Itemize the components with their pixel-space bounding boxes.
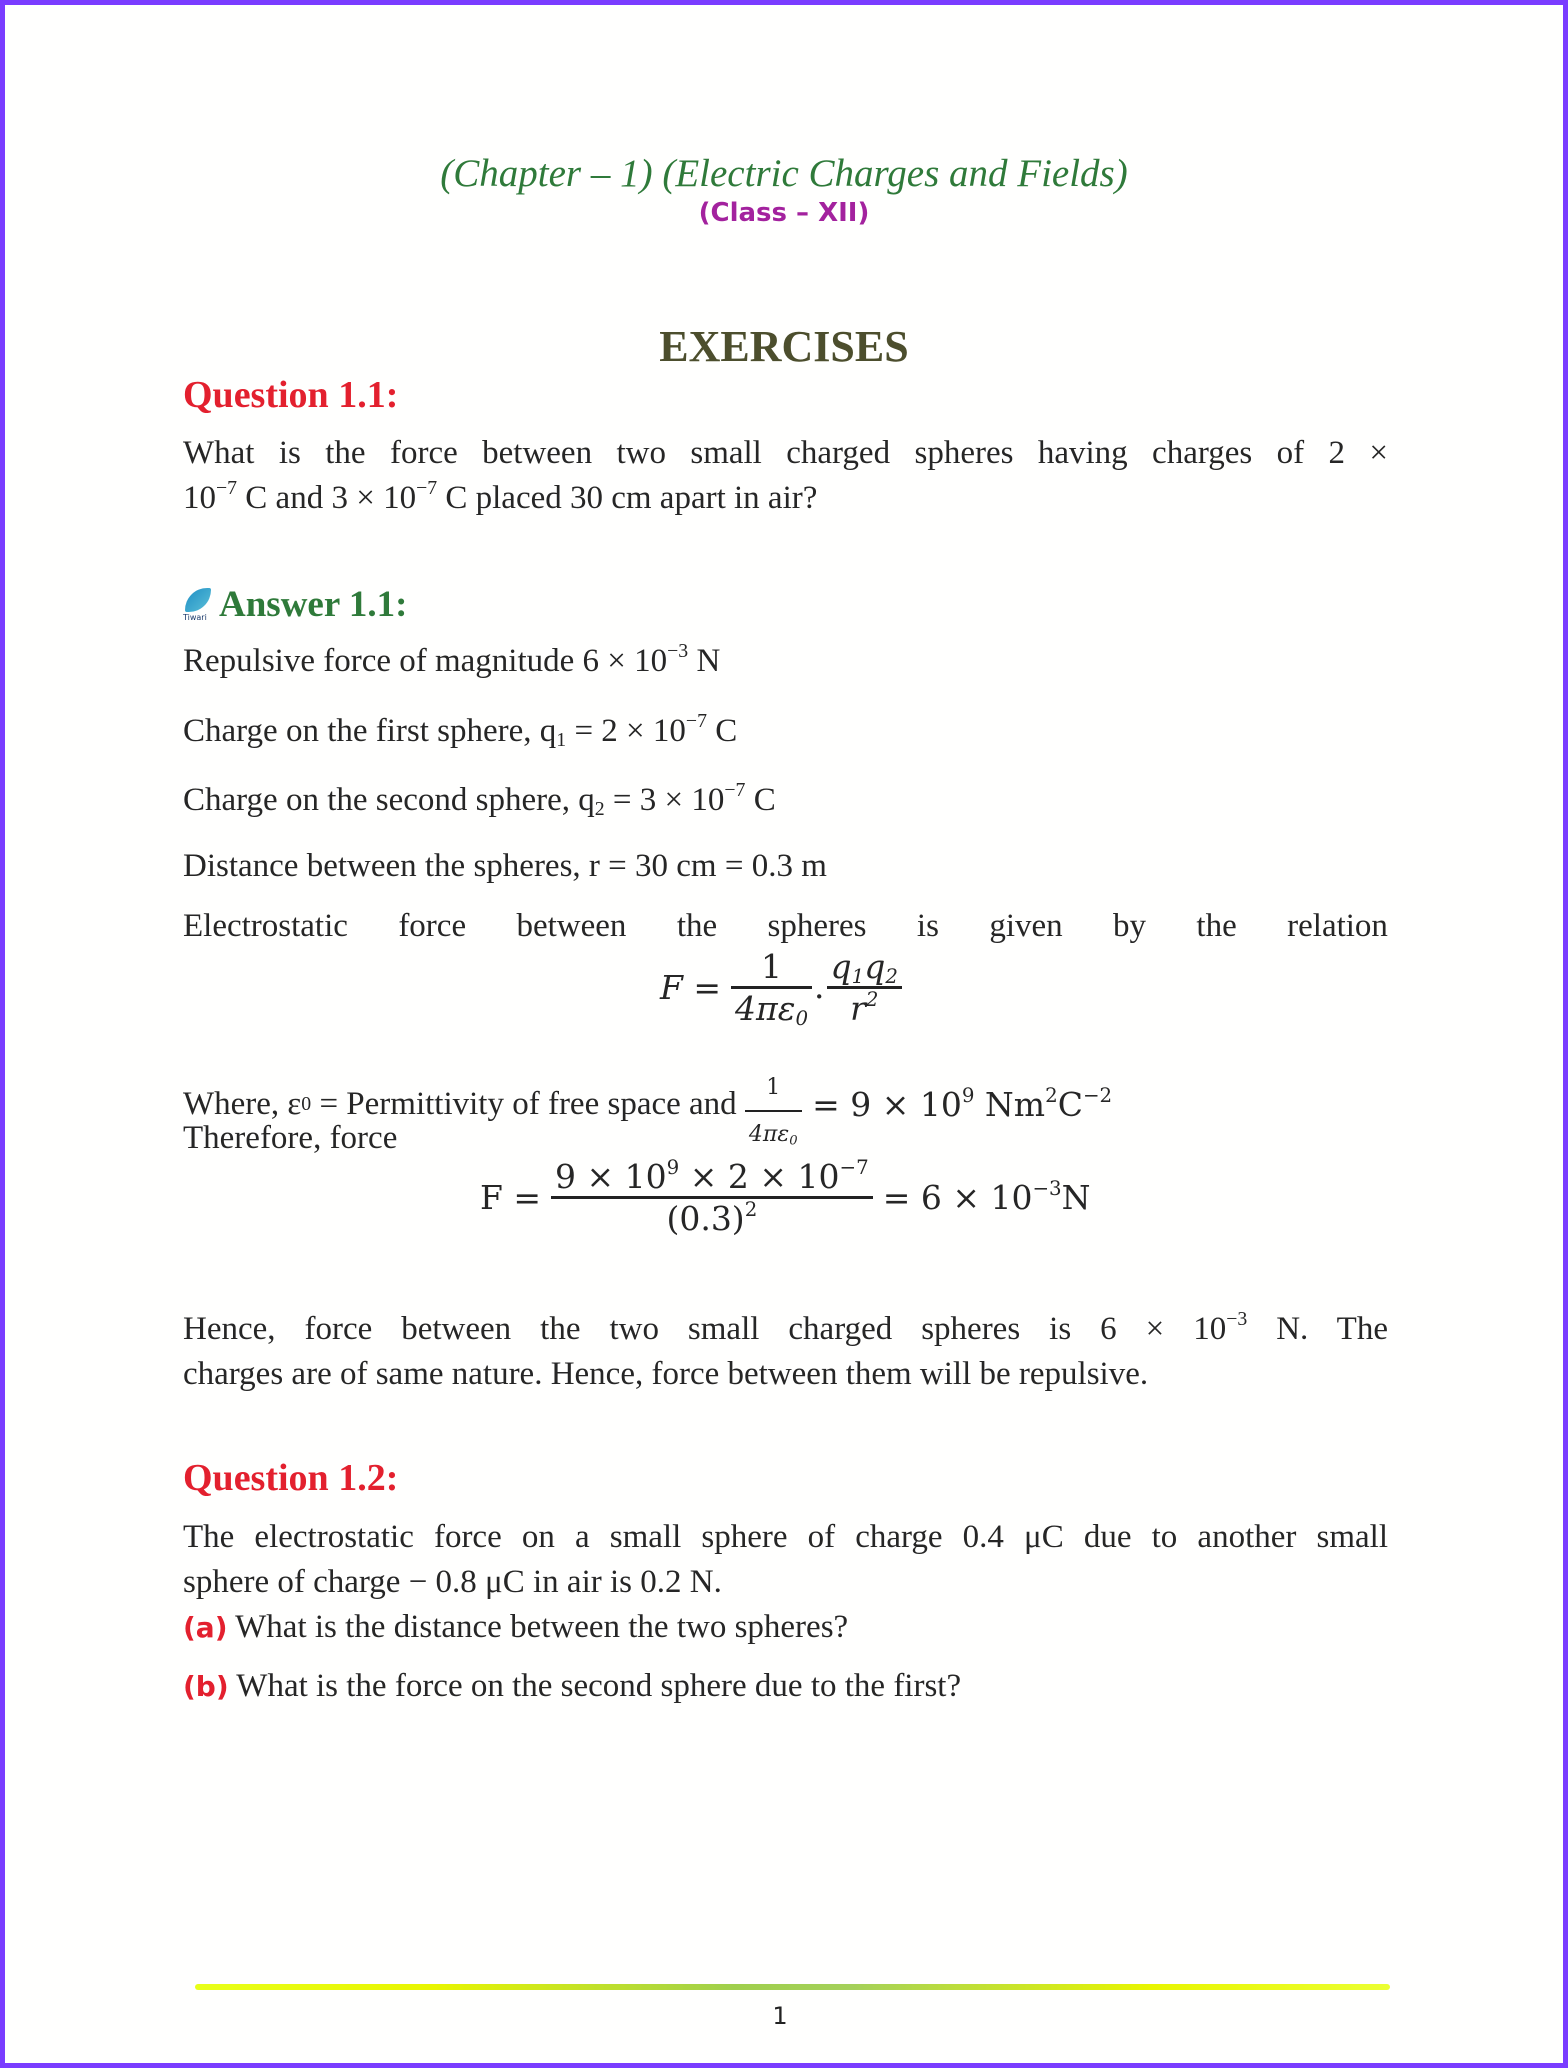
document-page	[5, 5, 1563, 2063]
chapter-title: (Chapter – 1) (Electric Charges and Fields)	[440, 152, 1128, 195]
question-1-2-heading: Question 1.2:	[183, 1457, 399, 1499]
question-1-2-line1: The electrostatic force on a small sphere of charge 0.4 μC due to another small	[183, 1519, 1388, 1555]
answer-line-permittivity: Where, ε 0 = Permittivity of free space and $\frac{1}{4\pi\varepsilon_0}$ = $9 \times 10^9$ $Nm^2C^{-2}$	[183, 1075, 1113, 1149]
question-1-2-text	[183, 1515, 1388, 1605]
answer-line-relation: Electrostatic force between the spheres is given by the relation	[183, 908, 1388, 944]
part-a-label: (a)	[183, 1611, 228, 1644]
answer-heading-text: Answer 1.1:	[219, 584, 408, 625]
answer-line-force: Repulsive force of magnitude $6 \times 10^{-3}$ N	[183, 640, 721, 679]
answer-line-charge-2: Charge on the second sphere, $q_2 = 3 \times 10^{-7}$ C	[183, 779, 776, 820]
conclusion-line2: charges are of same nature. Hence, force between them will be repulsive.	[183, 1356, 1149, 1392]
class-label: (Class – XII)	[698, 198, 870, 228]
answer-1-1-heading	[183, 583, 407, 626]
question-1-1-heading: Question 1.1:	[183, 374, 399, 416]
question-1-2-line2: sphere of charge − 0.8 μC in air is 0.2 N.	[183, 1564, 722, 1600]
question-1-2-part-b: (b) What is the force on the second sphere due to the first?	[183, 1668, 962, 1704]
question-1-1-line1: What is the force between two small charged spheres having charges of 2 ×	[183, 435, 1388, 471]
answer-conclusion	[183, 1307, 1388, 1397]
section-title: EXERCISES	[659, 322, 909, 371]
conclusion-line1: Hence, force between the two small charged spheres is $6 \times 10^{-3}$ N. The	[183, 1308, 1388, 1347]
answer-line-distance: Distance between the spheres, r = 30 cm = 0.3 m	[183, 848, 827, 884]
question-1-2-part-a: (a) What is the distance between the two spheres?	[183, 1609, 849, 1645]
part-b-label: (b)	[183, 1670, 229, 1703]
answer-line-charge-1: Charge on the first sphere, $q_1 = 2 \times 10^{-7}$ C	[183, 710, 738, 751]
force-calculation-formula: F = $\frac{9 \times 10^9 \times 2 \times 10^{-7}}{(0.3)^2}$ = $6 \times 10^{-3}N$	[480, 1156, 1091, 1238]
answer-line-therefore: Therefore, force	[183, 1120, 398, 1156]
question-1-1-text	[183, 431, 1388, 521]
footer-divider	[195, 1984, 1390, 1990]
coulomb-formula: F = $\frac{1}{4\pi\varepsilon_0}$ · $\frac{q_1q_2}{r^2}$	[660, 947, 902, 1028]
tiwari-logo-icon: Tiwari	[183, 588, 213, 622]
page-number: 1	[772, 2002, 788, 2030]
question-1-1-line2: $10^{-7}$ C and $3 \times 10^{-7}$ C placed 30 cm apart in air?	[183, 477, 818, 516]
